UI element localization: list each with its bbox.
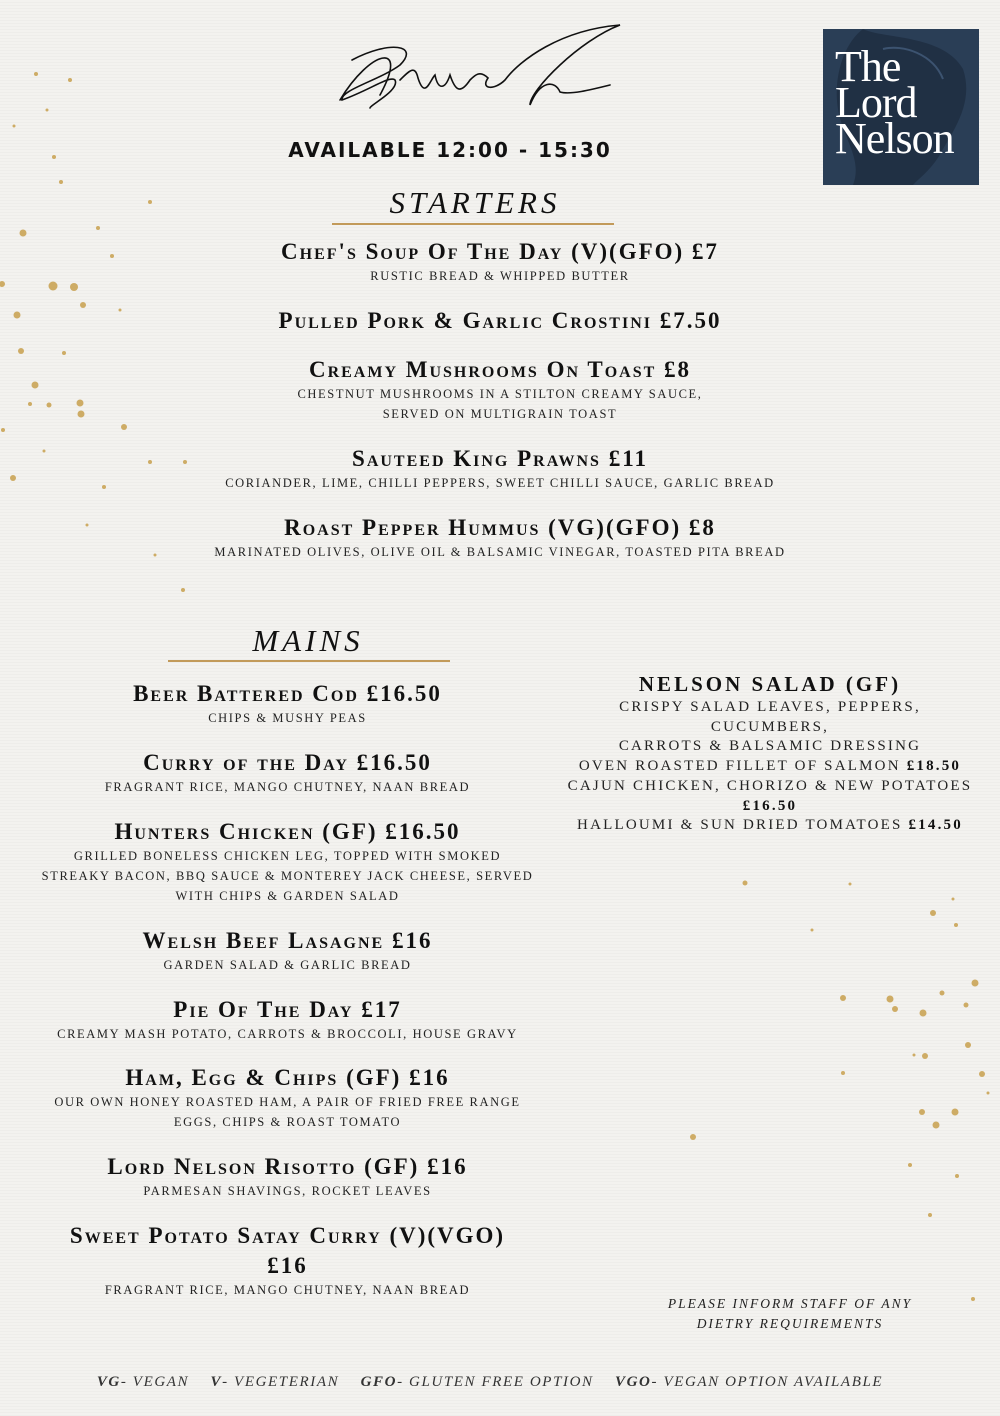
legend-key: GFO	[360, 1374, 398, 1390]
logo-text	[835, 42, 954, 163]
item-description: RUSTIC BREAD & WHIPPED BUTTER	[370, 269, 630, 283]
salad-description: CRISPY SALAD LEAVES, PEPPERS, CUCUMBERS,	[619, 699, 921, 735]
main-item	[10, 749, 565, 797]
main-item	[10, 1064, 565, 1132]
item-name: Beer Battered Cod £16.50	[133, 681, 442, 706]
salad-option-label: CAJUN CHICKEN, CHORIZO & NEW POTATOES	[567, 777, 973, 794]
notice-line: PLEASE INFORM STAFF OF ANY	[667, 1296, 913, 1311]
legend-entry-vegan	[97, 1374, 189, 1390]
item-description: OUR OWN HONEY ROASTED HAM, A PAIR OF FRIED FREE RANGE	[54, 1095, 521, 1109]
dietary-notice	[640, 1294, 940, 1334]
item-description: WITH CHIPS & GARDEN SALAD	[175, 889, 400, 903]
item-description: MARINATED OLIVES, OLIVE OIL & BALSAMIC VINEGAR, TOASTED PITA BREAD	[214, 545, 786, 559]
item-name: Curry of the Day £16.50	[143, 750, 432, 775]
logo-line-nelson: Nelson	[835, 114, 954, 163]
salad-option	[560, 816, 980, 836]
brunch-script-icon	[330, 20, 630, 120]
starters-divider	[332, 223, 614, 225]
dietary-legend	[40, 1374, 940, 1391]
main-item	[10, 680, 565, 728]
legend-entry-gluten-free-option	[361, 1374, 594, 1390]
starter-item	[100, 307, 900, 335]
legend-value: - VEGETERIAN	[222, 1374, 340, 1390]
item-description: PARMESAN SHAVINGS, ROCKET LEAVES	[143, 1184, 432, 1198]
legend-key: V	[210, 1374, 223, 1390]
salad-description: CARROTS & BALSAMIC DRESSING	[618, 738, 922, 755]
item-name: Pulled Pork & Garlic Crostini £7.50	[278, 308, 722, 333]
item-name: Welsh Beef Lasagne £16	[142, 928, 433, 953]
item-description: GARDEN SALAD & GARLIC BREAD	[163, 958, 412, 972]
legend-entry-vegetarian	[211, 1374, 340, 1390]
item-price: £16	[267, 1253, 308, 1278]
legend-entry-vegan-option	[615, 1374, 883, 1390]
salad-option-label: HALLOUMI & SUN DRIED TOMATOES	[577, 817, 903, 834]
item-description: STREAKY BACON, BBQ SAUCE & MONTEREY JACK CHEESE, SERVED	[41, 869, 534, 883]
item-description: FRAGRANT RICE, MANGO CHUTNEY, NAAN BREAD	[104, 780, 471, 794]
logo-line-the: The	[835, 42, 901, 91]
legend-key: VGO	[615, 1374, 652, 1390]
salad-option-price: £18.50	[906, 758, 962, 775]
legend-key: VG	[96, 1374, 121, 1390]
starter-item	[100, 514, 900, 562]
item-description: CHIPS & MUSHY PEAS	[208, 711, 367, 725]
item-description: SERVED ON MULTIGRAIN TOAST	[382, 407, 618, 421]
salad-option	[560, 757, 980, 777]
legend-value: - VEGAN	[120, 1374, 190, 1390]
legend-value: - VEGAN OPTION AVAILABLE	[651, 1374, 884, 1390]
item-name: Chef's Soup Of The Day (V)(GFO) £7	[281, 239, 719, 264]
legend-value: - GLUTEN FREE OPTION	[397, 1374, 594, 1390]
main-item	[10, 818, 565, 906]
main-item	[10, 1222, 565, 1300]
mains-heading: MAINS	[252, 623, 364, 658]
item-name: Ham, Egg & Chips (GF) £16	[125, 1065, 450, 1090]
item-description: GRILLED BONELESS CHICKEN LEG, TOPPED WITH SMOKED	[73, 849, 502, 863]
item-name: Sauteed King Prawns £11	[352, 446, 648, 471]
item-description: CHESTNUT MUSHROOMS IN A STILTON CREAMY SAUCE,	[297, 387, 703, 401]
item-description: CREAMY MASH POTATO, CARROTS & BROCCOLI, HOUSE GRAVY	[57, 1027, 518, 1041]
item-name: Roast Pepper Hummus (VG)(GFO) £8	[284, 515, 716, 540]
item-name: Pie Of The Day £17	[173, 997, 402, 1022]
starter-item	[100, 445, 900, 493]
salad-option-price: £14.50	[908, 817, 963, 834]
salad-option-label: OVEN ROASTED FILLET OF SALMON	[578, 758, 901, 775]
item-description: EGGS, CHIPS & ROAST TOMATO	[173, 1115, 402, 1129]
item-name: Hunters Chicken (GF) £16.50	[114, 819, 461, 844]
logo-line-lord: Lord	[835, 78, 917, 127]
starter-item	[100, 238, 900, 286]
starters-heading: STARTERS	[389, 185, 561, 220]
item-name: Sweet Potato Satay Curry (V)(VGO)	[69, 1223, 506, 1248]
availability-hours: AVAILABLE 12:00 - 15:30	[288, 138, 612, 162]
item-description: CORIANDER, LIME, CHILLI PEPPERS, SWEET CHILLI SAUCE, GARLIC BREAD	[225, 476, 775, 490]
mains-divider	[168, 660, 450, 662]
notice-line: DIETRY REQUIREMENTS	[696, 1316, 884, 1331]
item-description: FRAGRANT RICE, MANGO CHUTNEY, NAAN BREAD	[104, 1283, 471, 1297]
item-name: Lord Nelson Risotto (GF) £16	[107, 1154, 468, 1179]
item-name: Creamy Mushrooms On Toast £8	[308, 357, 692, 382]
salad-name: NELSON SALAD (GF)	[638, 672, 902, 696]
main-item	[10, 1153, 565, 1201]
main-item	[10, 996, 565, 1044]
starter-item	[100, 356, 900, 424]
main-item	[10, 927, 565, 975]
brunch-title	[330, 20, 630, 120]
nelson-salad	[560, 670, 980, 836]
salad-option	[560, 777, 980, 816]
salad-option-price: £16.50	[742, 797, 798, 814]
lord-nelson-logo	[823, 29, 979, 185]
